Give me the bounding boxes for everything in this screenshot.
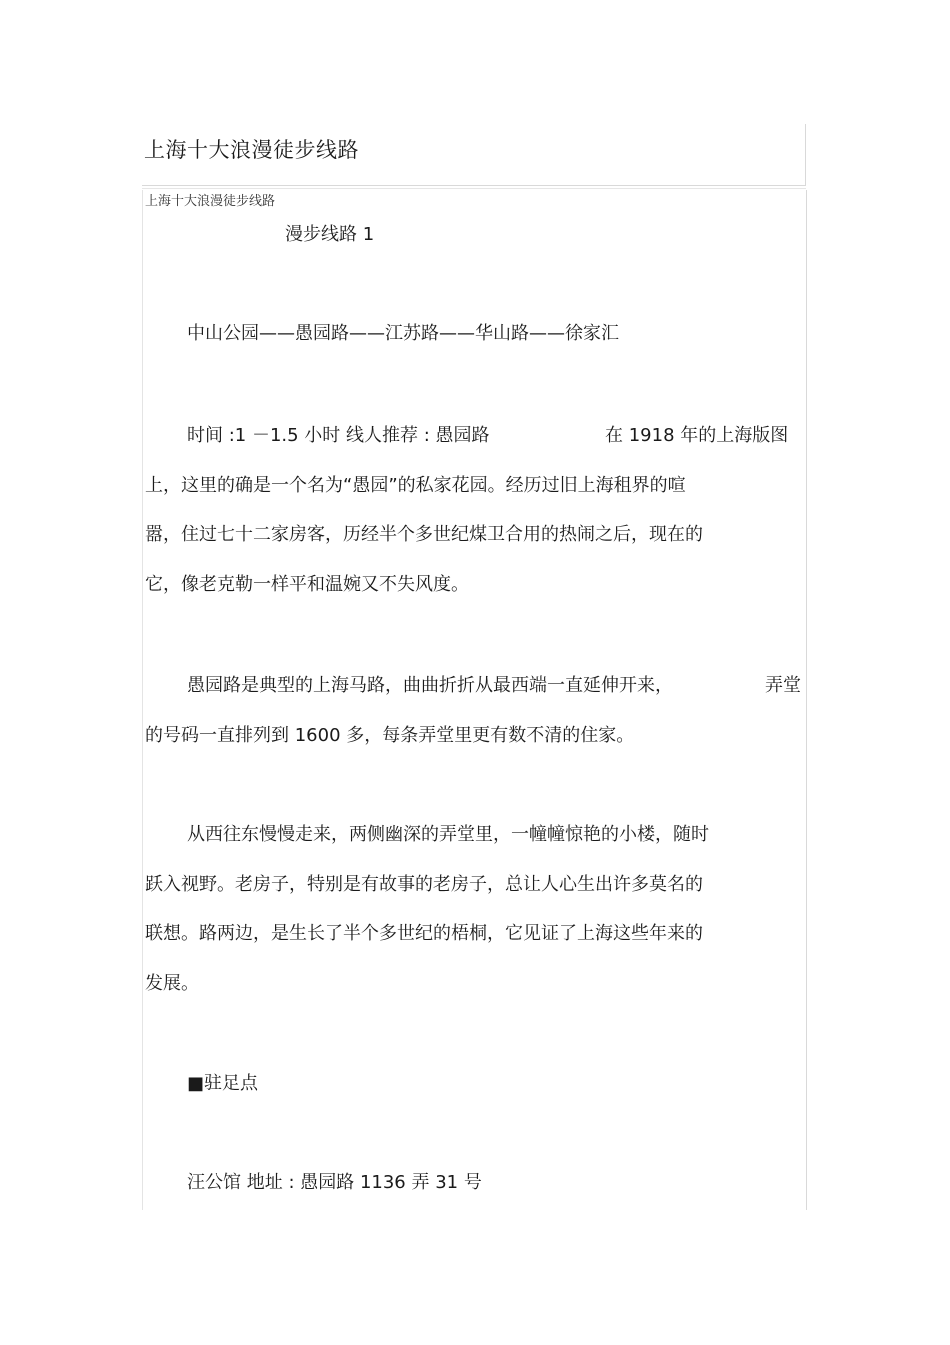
document-subtitle: 上海十大浪漫徒步线路	[145, 194, 276, 209]
para2-line2: 的号码一直排列到 1600 多，每条弄堂里更有数不清的住家。	[145, 725, 635, 746]
route-path: 中山公园——愚园路——江苏路——华山路——徐家汇	[187, 323, 619, 344]
route-heading: 漫步线路 1	[285, 224, 375, 245]
para2-line1-left: 愚园路是典型的上海马路，曲曲折折从最西端一直延伸开来，	[187, 675, 673, 696]
para3-line2: 跃入视野。老房子，特别是有故事的老房子，总让人心生出许多莫名的	[145, 874, 703, 895]
para1-line2: 上，这里的确是一个名为“愚园”的私家花园。经历过旧上海租界的喧	[145, 475, 686, 496]
title-box	[142, 124, 806, 186]
para1-line4: 它，像老克勒一样平和温婉又不失风度。	[145, 574, 469, 595]
para3-line4: 发展。	[145, 973, 199, 994]
content-box	[142, 190, 807, 1210]
document-title: 上海十大浪漫徒步线路	[144, 138, 359, 162]
para2-line1-right: 弄堂	[765, 675, 801, 696]
stop-heading: ■驻足点	[187, 1073, 259, 1094]
para3-line3: 联想。路两边，是生长了半个多世纪的梧桐，它见证了上海这些年来的	[145, 923, 703, 944]
para1-line1-right: 在 1918 年的上海版图	[605, 425, 789, 446]
para1-line3: 嚣，住过七十二家房客，历经半个多世纪煤卫合用的热闹之后，现在的	[145, 524, 703, 545]
para1-line1-left: 时间 :1 －1.5 小时 线人推荐 : 愚园路	[187, 425, 490, 446]
para3-line1: 从西往东慢慢走来，两侧幽深的弄堂里，一幢幢惊艳的小楼，随时	[187, 824, 709, 845]
stop-entry: 汪公馆 地址 : 愚园路 1136 弄 31 号	[187, 1172, 482, 1193]
